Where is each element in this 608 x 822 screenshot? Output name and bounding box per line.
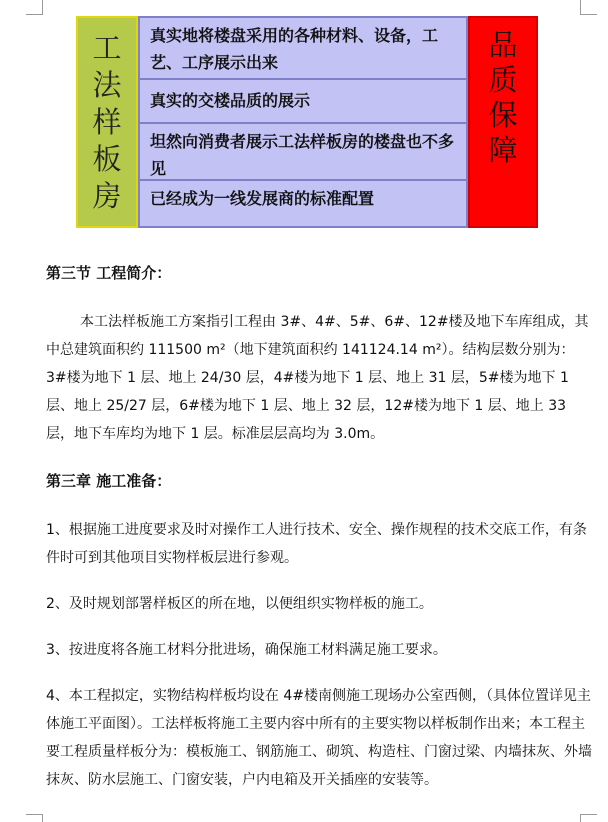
list-item: 2、及时规划部署样板区的所在地，以便组织实物样板的施工。 (46, 596, 433, 612)
section-heading: 第三节 工程简介： (46, 264, 172, 282)
quality-diagram (76, 16, 538, 228)
diagram-row: 坦然向消费者展示工法样板房的楼盘也不多见 (150, 132, 455, 178)
diagram-row: 已经成为一线发展商的标准配置 (150, 189, 375, 208)
list-item: 4、本工程拟定，实物结构样板均设在 4#楼南侧施工现场办公室西侧，（具体位置详见主体施工平面图）。工法样板将施工主要内容中所有的主要实物以样板制作出来；本工程主要工程质量样板分为：模板施工、钢筋施工、砌筑、构造柱、门窗过梁、内墙抹灰、外墙抹灰、防水层施工、门窗安装，户内电箱及开关插座的安装等。 (46, 688, 592, 788)
right-label-char: 障 (488, 133, 518, 167)
list-item: 3、按进度将各施工材料分批进场，确保施工材料满足施工要求。 (46, 642, 447, 658)
list-item: 1、根据施工进度要求及时对操作工人进行技术、安全、操作规程的技术交底工作，有条件时可到其他项目实物样板层进行参观。 (46, 522, 587, 566)
page-corner-mark (26, 0, 43, 15)
diagram-right-label (468, 16, 538, 228)
section-body: 本工法样板施工方案指引工程由 3#、4#、5#、6#、12#楼及地下车库组成，其中总建筑面积约 111500 m²（地下建筑面积约 141124.14 m²）。结构层数分别为：3#楼为地下 1 层、地上 24/30 层，4#楼为地下 1 层、地上 31 层，5#楼为地下 1 层、地上 25/27 层，6#楼为地下 1 层、地上 32 层，12#楼为地下 1 层、地上 33 层，地下车库均为地下 1 层。标准层层高均为 3.0m。 (46, 314, 589, 442)
page-corner-mark (580, 0, 597, 15)
right-label-char: 品 (488, 28, 518, 62)
left-label-char: 法 (92, 67, 122, 102)
left-label-char: 样 (92, 104, 122, 139)
chapter-heading: 第三章 施工准备： (46, 472, 172, 490)
diagram-row: 真实的交楼品质的展示 (150, 91, 311, 110)
right-label-char: 质 (488, 63, 518, 97)
left-label-char: 板 (92, 141, 122, 176)
diagram-left-label (76, 16, 138, 228)
right-label-char: 保 (488, 98, 518, 132)
diagram-rows (138, 16, 468, 228)
diagram-row: 真实地将楼盘采用的各种材料、设备，工艺、工序展示出来 (150, 26, 439, 72)
left-label-char: 工 (92, 30, 122, 65)
left-label-char: 房 (92, 178, 122, 213)
